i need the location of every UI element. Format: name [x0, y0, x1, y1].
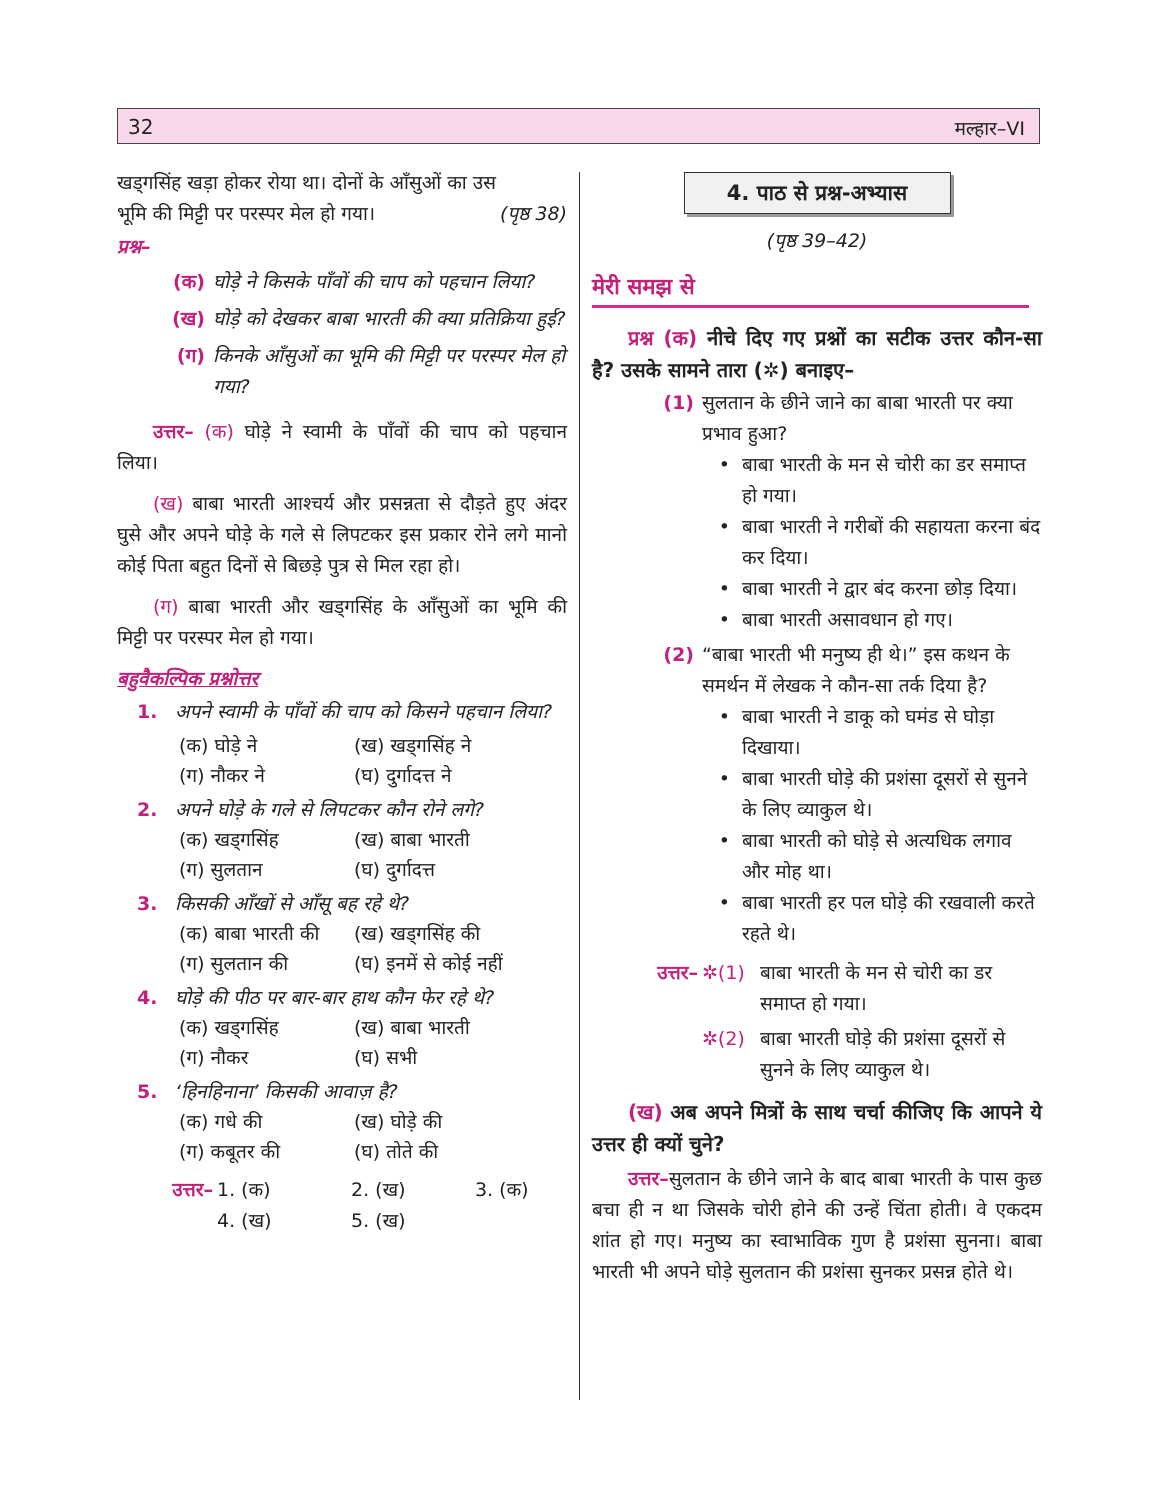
column-divider — [579, 172, 580, 1400]
sub-question-1 — [592, 388, 1042, 450]
answer-sub-label: (क) — [204, 421, 234, 443]
mcq-2 — [117, 795, 567, 885]
question-ka-prompt — [592, 322, 1042, 386]
question-text: किनके आँसुओं का भूमि की मिट्टी पर परस्पर मेल हो गया? — [213, 345, 566, 398]
mcq-question: ‘हिनहिनाना’ किसकी आवाज़ है? — [175, 1081, 398, 1103]
option-text: बाबा भारती ने डाकू को घमंड से घोड़ा दिखाया। — [742, 706, 995, 759]
mcq-answers — [117, 1175, 567, 1237]
mcq-option: (घ) दुर्गादत्त ने — [354, 765, 452, 787]
final-answer-text: सुलतान के छीने जाने के बाद बाबा भारती के पास कुछ बचा ही न था जिसके चोरी होने की उन्हें चिंता होती। वे एकदम शांत हो गए। मनुष्य का स्वाभाविक गुण है प्रशंसा सुनना। बाबा भारती भी अपने घोड़े सुलतान की प्रशंसा सुनकर प्रसन्न होते थे। — [592, 1168, 1042, 1283]
intro-line-1: खड्गसिंह खड़ा होकर रोया था। दोनों के आँसुओं का उस — [117, 172, 497, 194]
right-column — [592, 172, 1042, 1288]
option-bullet — [592, 605, 1042, 636]
star-answer-text: बाबा भारती घोड़े की प्रशंसा दूसरों से सुनने के लिए व्याकुल थे। — [760, 1028, 1006, 1081]
sub-question-text: “बाबा भारती भी मनुष्य ही थे।” इस कथन के समर्थन में लेखक ने कौन-सा तर्क दिया है? — [702, 644, 1010, 697]
mcq-4 — [117, 983, 567, 1073]
answer-ka — [117, 417, 567, 479]
answer-label: उत्तर– — [153, 421, 194, 443]
mcq-question: किसकी आँखों से आँसू बह रहे थे? — [175, 893, 410, 915]
option-bullet — [592, 888, 1042, 950]
mcq-3 — [117, 889, 567, 979]
mcq-number: 5. — [137, 1081, 158, 1103]
page-number: 32 — [128, 115, 154, 139]
exercise-page-ref: (पृष्ठ 39–42) — [766, 230, 868, 252]
question-label: (क) — [173, 271, 205, 293]
answer-text: घोड़े ने स्वामी के पाँवों की चाप को पहचान लिया। — [117, 421, 568, 474]
mcq-option: (घ) सभी — [354, 1047, 418, 1069]
option-bullet — [592, 512, 1042, 574]
option-text: बाबा भारती को घोड़े से अत्यधिक लगाव और मोह था। — [742, 830, 1012, 883]
answer-ga — [117, 592, 567, 654]
star-answer-text: बाबा भारती के मन से चोरी का डर समाप्त हो गया। — [760, 962, 993, 1015]
bullet-icon: • — [718, 516, 730, 538]
mcq-answer: 2. (ख) — [351, 1179, 406, 1201]
mcq-option: (क) घोड़े ने — [179, 735, 258, 757]
mcq-option: (ख) घोड़े की — [354, 1111, 443, 1133]
mcq-question: अपने घोड़े के गले से लिपटकर कौन रोने लगे? — [175, 799, 484, 821]
mcq-answer: 4. (ख) — [217, 1210, 272, 1232]
sub-question-2 — [592, 640, 1042, 702]
option-text: बाबा भारती हर पल घोड़े की रखवाली करते रहते थे। — [742, 892, 1035, 945]
answer-sub-label: (ग) — [153, 596, 179, 618]
question-label: (ख) — [172, 308, 205, 330]
mcq-option: (ख) खड्गसिंह ने — [354, 735, 472, 757]
bullet-icon: • — [718, 892, 730, 914]
section-heading: मेरी समझ से — [592, 271, 1029, 308]
option-bullet — [592, 826, 1042, 888]
intro-line-2 — [117, 199, 567, 230]
bullet-icon: • — [718, 609, 730, 631]
left-column — [117, 168, 567, 1237]
mcq-5 — [117, 1077, 567, 1167]
question-kha — [117, 304, 567, 335]
mcq-question: अपने स्वामी के पाँवों की चाप को किसने पहचान लिया? — [175, 701, 553, 723]
answer-text: बाबा भारती आश्चर्य और प्रसन्नता से दौड़ते हुए अंदर घुसे और अपने घोड़े के गले से लिपटकर इस प्रकार रोने लगे मानो कोई पिता बहुत दिनों से बिछड़े पुत्र से मिल रहा हो। — [117, 493, 567, 577]
question-ga — [117, 341, 567, 403]
question-ka — [117, 267, 567, 298]
question-ka-text: नीचे दिए गए प्रश्नों का सटीक उत्तर कौन-सा है? उसके सामने तारा (✲) बनाइए– — [592, 326, 1043, 382]
star-answer-marker: ✲(2) — [702, 1028, 745, 1050]
mcq-1 — [117, 697, 567, 791]
option-bullet — [592, 702, 1042, 764]
mcq-option: (ग) कबूतर की — [179, 1141, 281, 1163]
option-text: बाबा भारती घोड़े की प्रशंसा दूसरों से सुनने के लिए व्याकुल थे। — [742, 768, 1028, 821]
sub-question-label: (2) — [663, 644, 694, 666]
mcq-option: (घ) इनमें से कोई नहीं — [354, 953, 503, 975]
mcq-option: (ख) बाबा भारती — [354, 829, 470, 851]
bullet-icon: • — [718, 706, 730, 728]
mcq-question: घोड़े की पीठ पर बार-बार हाथ कौन फेर रहे थे? — [175, 987, 495, 1009]
option-bullet — [592, 574, 1042, 605]
question-kha-text: अब अपने मित्रों के साथ चर्चा कीजिए कि आपने ये उत्तर ही क्यों चुने? — [592, 1100, 1042, 1156]
mcq-answer: 5. (ख) — [351, 1210, 406, 1232]
mcq-number: 4. — [137, 987, 158, 1009]
mcq-answer: 3. (क) — [475, 1179, 529, 1201]
answer-sub-label: (ख) — [153, 493, 184, 515]
star-answer-1 — [592, 958, 1042, 1020]
intro-line-2-text: भूमि की मिट्टी पर परस्पर मेल हो गया। — [117, 203, 376, 225]
mcq-option: (क) खड्गसिंह — [179, 829, 279, 851]
mcq-option: (ख) बाबा भारती — [354, 1017, 470, 1039]
answer-text: बाबा भारती और खड्गसिंह के आँसुओं का भूमि की मिट्टी पर परस्पर मेल हो गया। — [117, 596, 567, 649]
mcq-number: 2. — [137, 799, 158, 821]
mcq-number: 1. — [137, 701, 158, 723]
question-kha-prompt — [592, 1096, 1042, 1160]
mcq-answer-label: उत्तर– — [172, 1179, 213, 1201]
option-text: बाबा भारती असावधान हो गए। — [742, 609, 953, 631]
mcq-answer: 1. (क) — [217, 1179, 271, 1201]
mcq-option: (ग) नौकर ने — [179, 765, 265, 787]
mcq-option: (ख) खड्गसिंह की — [354, 923, 481, 945]
option-text: बाबा भारती के मन से चोरी का डर समाप्त हो गया। — [742, 454, 1026, 507]
bullet-icon: • — [718, 768, 730, 790]
star-answer-marker: ✲(1) — [702, 962, 745, 984]
final-answer — [592, 1164, 1042, 1288]
final-answer-label: उत्तर– — [628, 1168, 669, 1190]
bullet-icon: • — [718, 454, 730, 476]
question-kha-label: (ख) — [628, 1100, 663, 1124]
mcq-option: (ग) सुलतान की — [179, 953, 289, 975]
prashn-label: प्रश्न– — [117, 236, 151, 258]
intro-page-ref: (पृष्ठ 38) — [499, 203, 567, 225]
option-bullet — [592, 450, 1042, 512]
mcq-option: (क) बाबा भारती की — [179, 923, 320, 945]
answer-label: उत्तर– — [657, 962, 698, 984]
option-text: बाबा भारती ने द्वार बंद करना छोड़ दिया। — [742, 578, 1018, 600]
star-answer-2 — [592, 1024, 1042, 1086]
sub-question-text: सुलतान के छीने जाने का बाबा भारती पर क्या प्रभाव हुआ? — [702, 392, 1013, 445]
page-header — [117, 108, 1040, 144]
mcq-option: (क) गधे की — [179, 1111, 263, 1133]
mcq-number: 3. — [137, 893, 158, 915]
question-text: घोड़े ने किसके पाँवों की चाप को पहचान लिया? — [213, 271, 536, 293]
mcq-option: (ग) नौकर — [179, 1047, 249, 1069]
question-text: घोड़े को देखकर बाबा भारती की क्या प्रतिक्रिया हुई? — [213, 308, 566, 330]
mcq-option: (क) खड्गसिंह — [179, 1017, 279, 1039]
mcq-heading: बहुवैकल्पिक प्रश्नोत्तर — [117, 668, 259, 690]
sub-question-label: (1) — [663, 392, 694, 414]
question-ka-label: प्रश्न (क) — [628, 326, 698, 350]
answer-kha — [117, 489, 567, 582]
mcq-option: (घ) तोते की — [354, 1141, 439, 1163]
book-title: मल्हार–VI — [954, 118, 1025, 140]
question-label: (ग) — [176, 345, 205, 367]
exercise-title-box: 4. पाठ से प्रश्न-अभ्यास — [684, 172, 951, 214]
mcq-option: (ग) सुलतान — [179, 859, 263, 881]
bullet-icon: • — [718, 830, 730, 852]
bullet-icon: • — [718, 578, 730, 600]
option-bullet — [592, 764, 1042, 826]
mcq-option: (घ) दुर्गादत्त — [354, 859, 436, 881]
option-text: बाबा भारती ने गरीबों की सहायता करना बंद कर दिया। — [742, 516, 1041, 569]
